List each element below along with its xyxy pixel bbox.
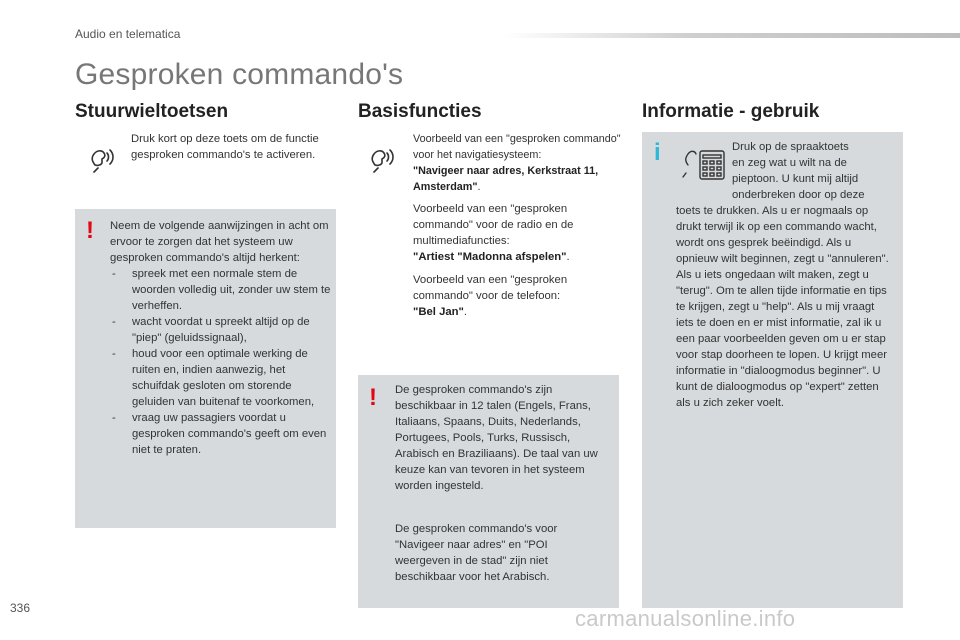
warning-middle-p1: De gesproken commando's zijn beschikbaar in 12 talen (Engels, Frans, Italiaans, Spaans, Duits, Nederlands, Portugees, Pools, Turks, Russisch, Arabisch en Braziliaans). De taal van uw keuze kan van tevoren in het systeem worden ingesteld.: [395, 384, 598, 492]
example-command: "Artiest "Madonna afspelen": [413, 251, 567, 263]
info-line: en zeg wat u wilt na de: [732, 157, 847, 169]
example-command: "Navigeer naar adres, Kerkstraat 11, Amsterdam": [413, 165, 599, 193]
example-end: .: [566, 251, 570, 263]
page-title: Gesproken commando's: [75, 58, 404, 91]
example-text: Voorbeeld van een "gesproken commando" voor het navigatiesysteem:: [413, 133, 621, 161]
heading-informatie-gebruik: Informatie - gebruik: [642, 101, 820, 122]
info-line: Druk op de spraaktoets: [732, 141, 849, 153]
voice-command-icon: [366, 141, 398, 173]
warning-left-intro: Neem de volgende aanwijzingen in acht om ervoor te zorgen dat het systeem uw gesproken commando's altijd herkent:: [110, 220, 329, 264]
section-label: Audio en telematica: [75, 27, 181, 41]
top-rule: [505, 33, 960, 38]
warning-middle-p2: De gesproken commando's voor "Navigeer naar adres" en "POI weergeven in de stad" zijn niet beschikbaar voor het Arabisch.: [395, 523, 558, 583]
info-icon: i: [654, 139, 661, 166]
info-text: [676, 139, 894, 411]
example-radio: [413, 201, 613, 265]
watermark: carmanualsonline.info: [575, 606, 796, 631]
example-end: .: [477, 181, 481, 193]
info-line: pieptoon. U kunt mij altijd: [732, 173, 859, 185]
list-item: - spreek met een normale stem de woorden volledig uit, zonder uw stem te verheffen.: [110, 266, 332, 314]
warning-icon: !: [86, 217, 94, 244]
example-command: "Bel Jan": [413, 306, 464, 318]
list-item: - vraag uw passagiers voordat u gesproken commando's geeft om even niet te praten.: [110, 410, 332, 458]
warning-left-content: [110, 218, 332, 458]
list-item: - houd voor een optimale werking de ruiten en, indien aanwezig, het schuifdak gesloten om storende geluiden van buitenaf te voorkomen,: [110, 346, 332, 410]
example-end: .: [463, 306, 468, 318]
example-text: Voorbeeld van een "gesproken commando" voor de radio en de multimediafuncties:: [413, 203, 574, 247]
page-number: 336: [10, 601, 31, 615]
example-text: Voorbeeld van een "gesproken commando" voor de telefoon:: [413, 274, 568, 302]
warning-icon: !: [369, 384, 377, 411]
heading-basisfuncties: Basisfuncties: [358, 101, 482, 122]
example-phone: [413, 272, 593, 320]
left-intro-text: Druk kort op deze toets om de functie gesproken commando's te activeren.: [131, 133, 319, 161]
voice-command-icon: [86, 141, 118, 173]
heading-stuurwieltoetsen: Stuurwieltoetsen: [75, 101, 229, 122]
info-line: onderbreken door op deze: [732, 189, 865, 201]
info-rest: toets te drukken. Als u er nogmaals op drukt terwijl ik op een commando wacht, wordt ons gesprek beëindigd. Als u opnieuw wilt beginnen, zegt u "annuleren". Als u iets ongedaan wilt maken, zegt u "terug". Om te allen tijde informatie en tips te krijgen, zegt u "help". Als u mij vraagt iets te doen en er mist informatie, zal ik u een paar voorbeelden geven om u er stap voor stap doorheen te lopen. U krijgt meer informatie in "dialoogmodus beginner". U kunt de dialoogmodus op "expert" zetten als u zich zeker voelt.: [676, 205, 889, 409]
example-navigation: [413, 131, 623, 195]
list-item: - wacht voordat u spreekt altijd op de "piep" (geluidssignaal),: [110, 314, 332, 346]
warning-left-list: [110, 266, 332, 458]
